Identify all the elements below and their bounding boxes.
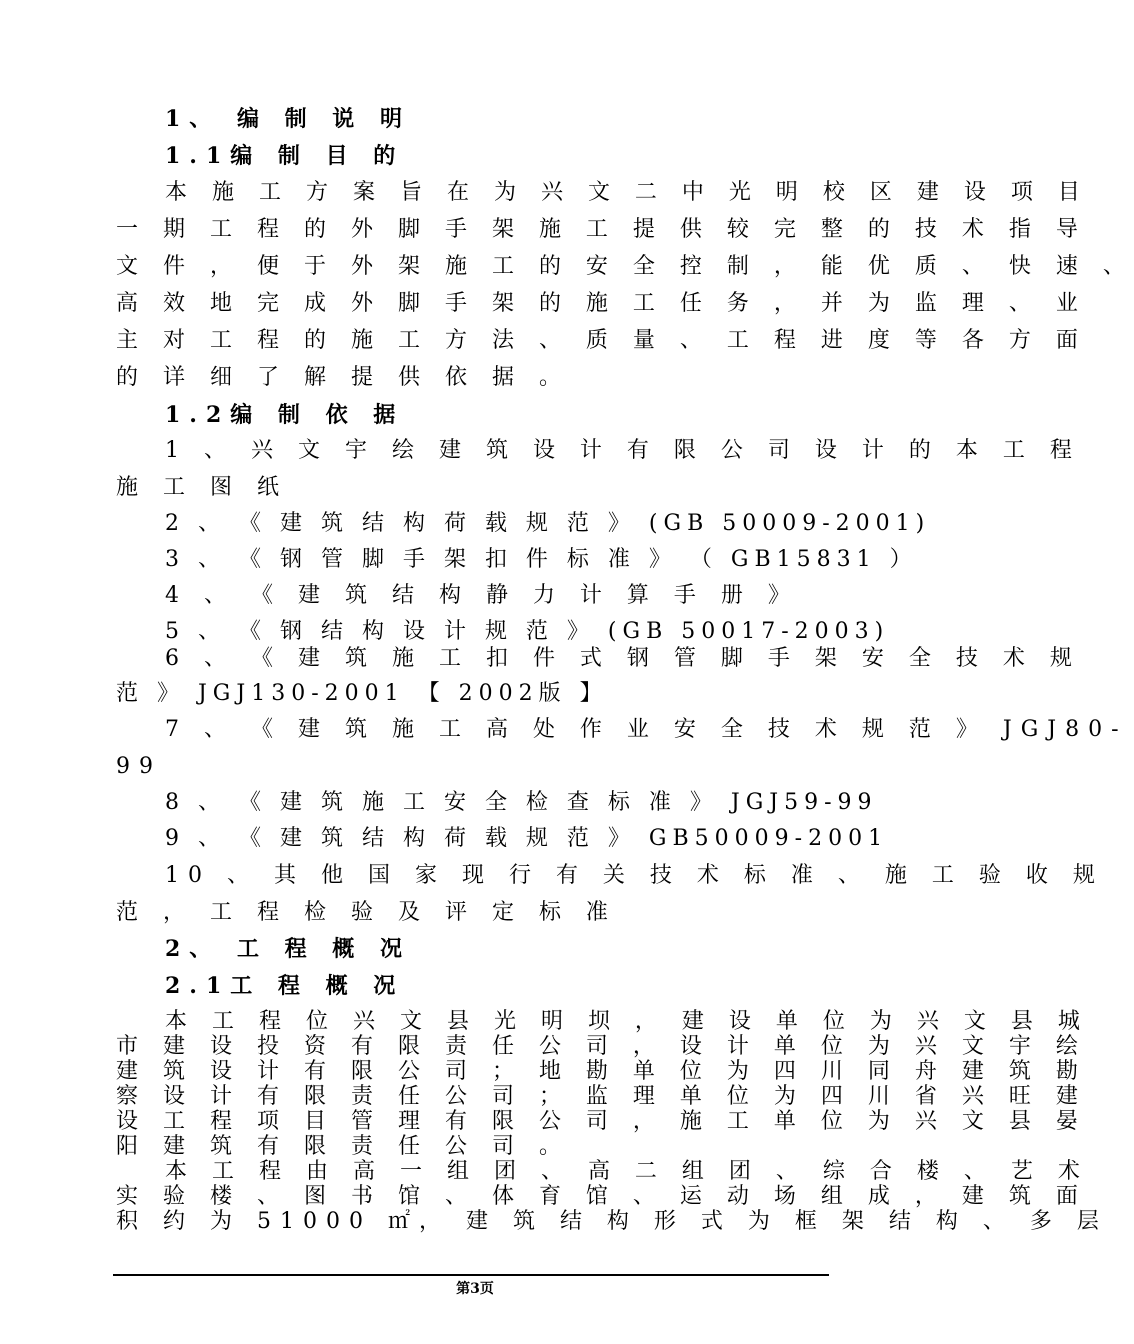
page-number: 第3页 bbox=[456, 1281, 494, 1297]
paragraph-line: 本 工 程 由 高 一 组 团 、 高 二 组 团 、 综 合 楼 、 艺 术 bbox=[165, 1159, 1089, 1184]
paragraph-line: 市 建 设 投 资 有 限 责 任 公 司 ， 设 计 单 位 为 兴 文 宇 绘 bbox=[116, 1034, 1087, 1059]
paragraph-line: 阳 建 筑 有 限 责 任 公 司 。 bbox=[116, 1134, 570, 1159]
paragraph-line: 的 详 细 了 解 提 供 依 据 。 bbox=[116, 365, 570, 390]
paragraph-line: 实 验 楼 、 图 书 馆 、 体 育 馆 、 运 动 场 组 成 ， 建 筑 面 bbox=[116, 1184, 1087, 1209]
paragraph-line: 本 工 程 位 兴 文 县 光 明 坝 ， 建 设 单 位 为 兴 文 县 城 bbox=[165, 1009, 1089, 1034]
heading-1-2: 1.2编 制 依 据 bbox=[165, 402, 405, 428]
list-item-continuation: 范 》 JGJ130-2001 【 2002版 】 bbox=[116, 681, 608, 706]
list-item: 3 、 《 钢 管 脚 手 架 扣 件 标 准 》 （ GB15831 ） bbox=[165, 547, 918, 572]
heading-2-1: 2.1工 程 概 况 bbox=[165, 973, 405, 999]
list-item: 2 、 《 建 筑 结 构 荷 载 规 范 》 (GB 50009-2001) bbox=[165, 511, 931, 536]
paragraph-line: 一 期 工 程 的 外 脚 手 架 施 工 提 供 较 完 整 的 技 术 指 导 bbox=[116, 217, 1087, 242]
heading-2: 2、 工 程 概 况 bbox=[165, 936, 411, 962]
heading-1-1: 1.1编 制 目 的 bbox=[165, 143, 405, 169]
list-item-continuation: 范 ， 工 程 检 验 及 评 定 标 准 bbox=[116, 900, 617, 925]
paragraph-line: 设 工 程 项 目 管 理 有 限 公 司 ， 施 工 单 位 为 兴 文 县 晏 bbox=[116, 1109, 1087, 1134]
paragraph-line: 高 效 地 完 成 外 脚 手 架 的 施 工 任 务 ， 并 为 监 理 、 业 bbox=[116, 291, 1087, 316]
list-item-continuation: 施 工 图 纸 bbox=[116, 475, 288, 500]
paragraph-line: 本 施 工 方 案 旨 在 为 兴 文 二 中 光 明 校 区 建 设 项 目 bbox=[165, 180, 1089, 205]
list-item: 8 、 《 建 筑 施 工 安 全 检 查 标 准 》 JGJ59-99 bbox=[165, 790, 878, 815]
paragraph-line: 主 对 工 程 的 施 工 方 法 、 质 量 、 工 程 进 度 等 各 方 面 bbox=[116, 328, 1087, 353]
list-item: 6 、 《 建 筑 施 工 扣 件 式 钢 管 脚 手 架 安 全 技 术 规 bbox=[165, 646, 1081, 671]
list-item: 4 、 《 建 筑 结 构 静 力 计 算 手 册 》 bbox=[165, 583, 799, 608]
list-item: 9 、 《 建 筑 结 构 荷 载 规 范 》 GB50009-2001 bbox=[165, 826, 889, 851]
paragraph-line: 文 件 ， 便 于 外 架 施 工 的 安 全 控 制 ， 能 优 质 、 快 速 、 bbox=[116, 254, 1134, 279]
list-item: 10 、 其 他 国 家 现 行 有 关 技 术 标 准 、 施 工 验 收 规 bbox=[165, 863, 1104, 888]
paragraph-line: 察 设 计 有 限 责 任 公 司 ； 监 理 单 位 为 四 川 省 兴 旺 建 bbox=[116, 1084, 1087, 1109]
footer-divider bbox=[113, 1274, 829, 1276]
list-item: 1 、 兴 文 宇 绘 建 筑 设 计 有 限 公 司 设 计 的 本 工 程 bbox=[165, 438, 1081, 463]
paragraph-line: 建 筑 设 计 有 限 公 司 ； 地 勘 单 位 为 四 川 同 舟 建 筑 勘 bbox=[116, 1059, 1087, 1084]
list-item: 5 、 《 钢 结 构 设 计 规 范 》 (GB 50017-2003) bbox=[165, 619, 890, 644]
paragraph-line: 积 约 为 51000 ㎡， 建 筑 结 构 形 式 为 框 架 结 构 、 多 层 bbox=[116, 1209, 1108, 1234]
list-item: 7 、 《 建 筑 施 工 高 处 作 业 安 全 技 术 规 范 》 JGJ80- bbox=[165, 717, 1128, 742]
list-item-continuation: 99 bbox=[116, 754, 162, 779]
heading-1: 1、 编 制 说 明 bbox=[165, 106, 411, 132]
